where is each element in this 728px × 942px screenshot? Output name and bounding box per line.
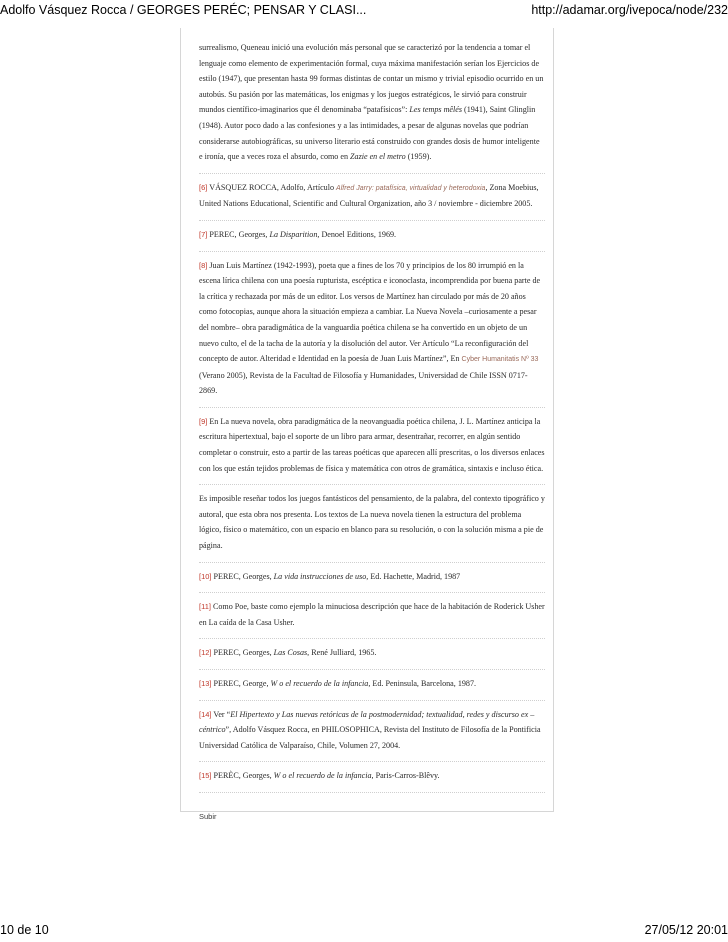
separator: [199, 761, 545, 762]
note-5-continuation: surrealismo, Queneau inició una evolución más personal que se caracterizó por la tendencia a tomar el lenguaje como elemento de experimentación formal, cuya máxima manifestación serían los Ejercicios de estilo (1947), que presentan hasta 99 formas distintas de contar un mismo y trivial episodio ocurrido en un autobús. Su pasión por las matemáticas, los enigmas y los juegos estratégicos, le sirvió para construir mundos científico-imaginarios que él denominaba “patafísicos”: Les temps mêlés (1941), Saint Glinglin (1948). Autor poco dado a las confesiones y a las intimidades, a pesar de algunas novelas que podrían considerarse autobiográficas, su universo literario está construido con grandes dosis de humor inteligente e ironía, que a veces roza el absurdo, como en Zazie en el metro (1959).: [199, 43, 544, 162]
separator: [199, 669, 545, 670]
footnote-15: [15] PERÈC, Georges, W o el recuerdo de la infancia, Paris-Carros-Blêvy.: [199, 771, 440, 781]
separator: [199, 407, 545, 408]
footnote-13: [13] PEREC, George, W o el recuerdo de la infancia, Ed. Peninsula, Barcelona, 1987.: [199, 679, 477, 688]
print-page-number: 10 de 10: [0, 923, 49, 937]
cyber-humanitatis-link[interactable]: Cyber Humanitatis Nº 33: [461, 356, 539, 364]
footnote-9-ref-link[interactable]: [9]: [199, 416, 208, 426]
footnote-11: [11] Como Poe, baste como ejemplo la minuciosa descripción que hace de la habitación de Roderick Usher en La caída de la Casa Usher.: [199, 602, 545, 627]
footnote-12-ref-link[interactable]: [12]: [199, 648, 212, 658]
footnote-14-ref-link[interactable]: [14]: [199, 709, 212, 719]
footnote-7-ref-link[interactable]: [7]: [199, 229, 208, 239]
separator: [199, 792, 545, 793]
separator: [199, 484, 545, 485]
footnote-11-ref-link[interactable]: [11]: [199, 602, 211, 612]
footnote-10-ref-link[interactable]: [10]: [199, 571, 212, 581]
footnote-8: [8] Juan Luis Martínez (1942-1993), poeta que a fines de los 70 y principios de los 80 irrumpió en la escena lírica chilena con una poesía rupturista, escéptica e iconoclasta, incomprendida por buena parte de la crítica y rechazada por más de un editor. Los versos de Martínez han circulado por más de 20 años como fotocopias, aunque ahora la situación empieza a cambiar. La Nueva Novela –curiosamente a pesar del nombre– obra paradigmática de la vanguardia poética chilena se ha convertido en un objeto de un nuevo culto, el de la tacha de la autoría y la disolución del autor. Ver Artículo “La reconfiguración del concepto de autor. Alteridad e Identidad en la poesía de Juan Luis Martínez”, En Cyber Humanitatis Nº 33 (Verano 2005), Revista de la Facultad de Filosofía y Humanidades, Universidad de Chile ISSN 0717-2869.: [199, 260, 541, 396]
print-footer: [0, 922, 728, 938]
footnotes-section: [199, 40, 545, 825]
print-datetime: 27/05/12 20:01: [644, 923, 728, 937]
separator: [199, 251, 545, 252]
footnote-10: [10] PEREC, Georges, La vida instrucciones de uso, Ed. Hachette, Madrid, 1987: [199, 571, 461, 581]
separator: [199, 220, 545, 221]
separator: [199, 562, 545, 563]
print-header: [0, 2, 728, 18]
back-to-top-link[interactable]: Subir: [199, 811, 217, 821]
footnote-7: [7] PEREC, Georges, La Disparition, Denoel Editions, 1969.: [199, 229, 397, 239]
footnote-8-ref-link[interactable]: [8]: [199, 260, 208, 270]
separator: [199, 173, 545, 174]
print-page-title: Adolfo Vásquez Rocca / GEORGES PERÉC; PENSAR Y CLASI...: [0, 3, 367, 17]
print-url: http://adamar.org/ivepoca/node/232: [531, 3, 728, 17]
footnote-9-paragraph: Es imposible reseñar todos los juegos fantásticos del pensamiento, de la palabra, del contexto tipográfico y autoral, que esta obra nos presenta. Los textos de La nueva novela tienen la estructura del problema lógico, físico o matemático, con un espacio en blanco para su resolución, o con la solución misma a pie de página.: [199, 494, 545, 551]
separator: [199, 638, 545, 639]
footnote-6-title: Alfred Jarry: patafísica, virtualidad y heterodoxia: [336, 184, 486, 192]
footnote-12: [12] PEREC, Georges, Las Cosas, René Julliard, 1965.: [199, 648, 377, 658]
footnote-14: [14] Ver “El Hipertexto y Las nuevas retóricas de la postmodernidad; textualidad, redes y discurso ex –céntrico”, Adolfo Vásquez Rocca, en PHILOSOPHICA, Revista del Instituto de Filosofía de la Pontificia Universidad Católica de Valparaíso, Chile, Volumen 27, 2004.: [199, 709, 541, 750]
footnote-15-ref-link[interactable]: [15]: [199, 771, 212, 781]
article-content-box: [180, 28, 554, 821]
footnote-6: [6] VÁSQUEZ ROCCA, Adolfo, Artículo Alfred Jarry: patafísica, virtualidad y heterodoxia, Zona Moebius, United Nations Educational, Scientific and Cultural Organization, año 3 / noviembre - diciembre 2005.: [199, 182, 539, 209]
separator: [199, 700, 545, 701]
separator: [199, 592, 545, 593]
footnote-9: [9] En La nueva novela, obra paradigmática de la neovanguadia poética chilena, J. L. Martínez anticipa la escritura hipertextual, bajo el soporte de un libro para armar, desentrañar, recorrer, en algún sentido completar o construir, esto a partir de las tareas poéticas que aparecen allí prescritas, o los diversos enlaces con los que están tejidos problemas de física y matemática con otros de gramática, sintaxis e incluso ética.: [199, 416, 545, 473]
footnote-6-ref-link[interactable]: [6]: [199, 182, 208, 192]
footnote-13-ref-link[interactable]: [13]: [199, 679, 212, 688]
